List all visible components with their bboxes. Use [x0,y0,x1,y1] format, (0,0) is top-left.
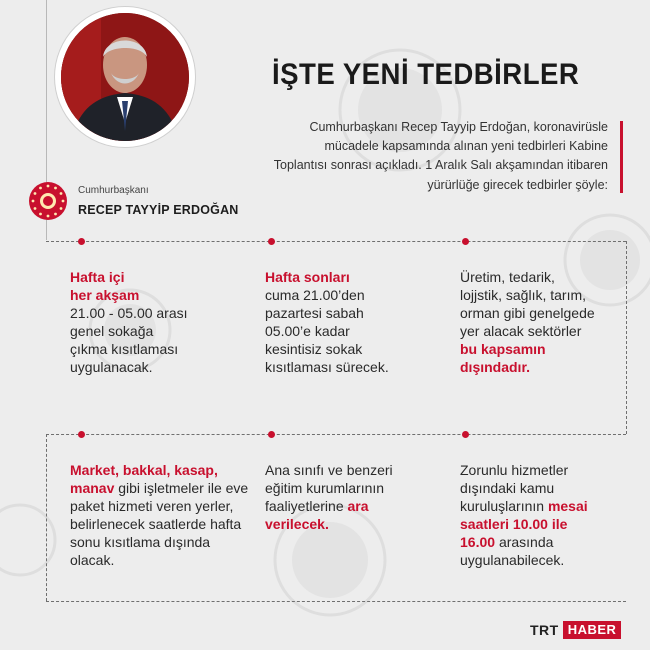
presidential-seal-icon [28,181,68,221]
trt-haber-logo [530,621,621,639]
top-dashed-line [46,241,626,242]
measure-bold-text: Hafta sonları [265,269,350,285]
measure-weekend-curfew [265,268,390,376]
bottom-dashed-line [46,601,626,602]
measure-text: gibi işletmeler ile eve paket hizmeti veren yerler, belirlenecek saatlerde hafta sonu kısıtlama dışında olacak. [70,480,249,568]
left-dashed-line-lower [46,434,47,601]
portrait-photo [55,7,195,147]
measure-exempt-sectors [460,268,600,376]
logo-haber-text: HABER [563,621,622,639]
middle-dashed-line [46,434,626,435]
measure-bold-text: ara verilecek. [265,498,369,532]
bullet-dot [268,431,275,438]
measure-bold-text: bu kapsamın dışındadır. [460,341,546,375]
measure-text: Zorunlu hizmetler dışındaki kamu kuruluşlarının [460,462,569,514]
intro-paragraph: Cumhurbaşkanı Recep Tayyip Erdoğan, koronavirüsle mücadele kapsamında alınan yeni tedbirleri Kabine Toplantısı sonrası açıkladı. 1 Aralık Salı akşamından itibaren yürürlüğe girecek tedbirler şöyle: [273,120,608,192]
bullet-dot [78,431,85,438]
measure-public-hours [460,461,600,569]
measure-bold-text: Market, bakkal, kasap, manav [70,462,218,496]
measure-text: 21.00 - 05.00 arası genel sokağa çıkma kısıtlaması uygulanacak. [70,305,188,375]
headline: İŞTE YENİ TEDBİRLER [272,58,580,91]
measure-text: Ana sınıfı ve benzeri eğitim kurumlarının faaliyetlerine [265,462,393,514]
right-dashed-line-upper [626,241,627,434]
bullet-dot [78,238,85,245]
president-name: RECEP TAYYİP ERDOĞAN [78,203,239,217]
measure-bold-text: mesai saatleri 10.00 ile 16.00 [460,498,588,550]
bullet-dot [462,431,469,438]
measure-markets [70,461,250,569]
bullet-dot [268,238,275,245]
bullet-dot [462,238,469,245]
logo-trt-text: TRT [530,622,559,638]
measure-text: Üretim, tedarik, lojjstik, sağlık, tarım, orman gibi genelgede yer alacak sektörler [460,269,595,339]
measure-preschools [265,461,395,533]
measure-weekday-curfew [70,268,190,376]
measure-text: cuma 21.00’den pazartesi sabah 05.00’e kadar kesintisiz sokak kısıtlaması sürecek. [265,287,389,375]
intro-accent-bar [620,121,623,193]
president-title: Cumhurbaşkanı [78,185,149,196]
measure-text: arasında uygulanabilecek. [460,534,565,568]
measure-bold-text: her akşam [70,287,140,303]
measure-bold-text: Hafta içi [70,269,125,285]
